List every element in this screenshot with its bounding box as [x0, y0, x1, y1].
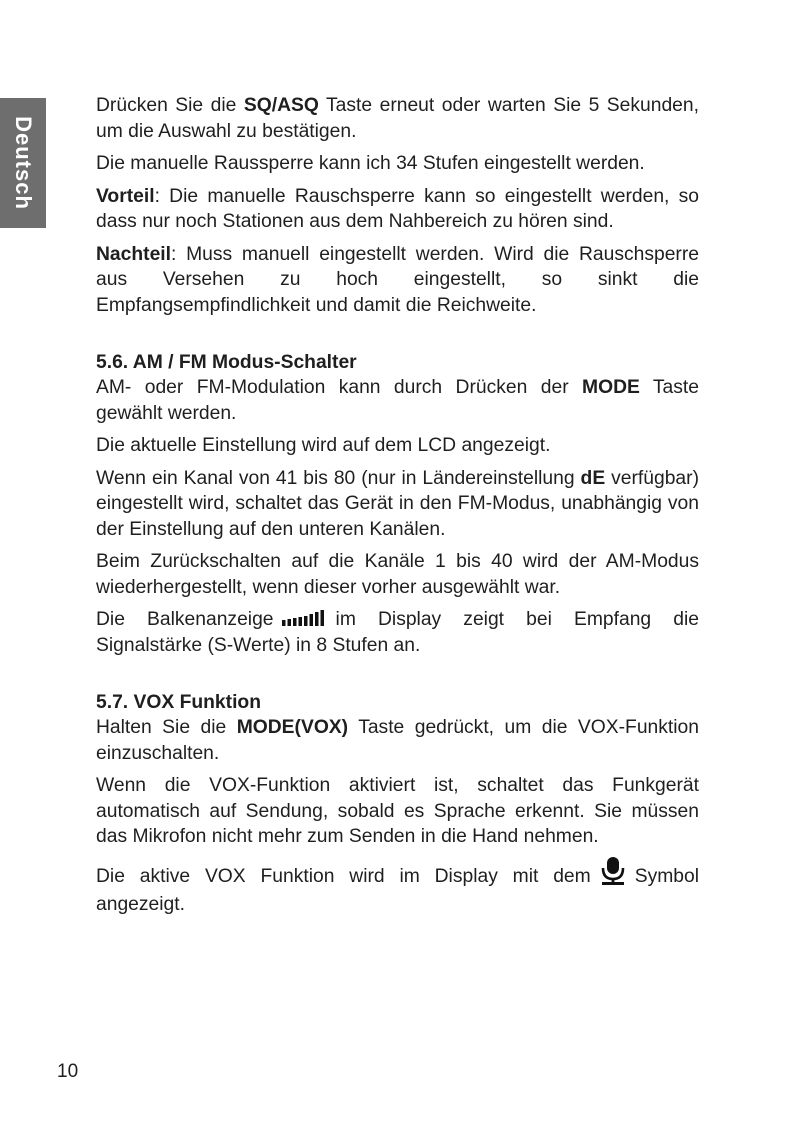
microphone-icon — [599, 856, 627, 886]
sq-asq-key: SQ/ASQ — [243, 95, 319, 116]
mode-vox-key: MODE(VOX) — [236, 717, 349, 738]
paragraph-advantage: Vorteil: Die manuelle Rauschsperre kann so eingestellt werden, so dass nur noch Stationen aus dem Nahbereich zu hören sind. — [96, 185, 699, 232]
paragraph-mode-key: AM- oder FM-Modulation kann durch Drücken der MODE Taste gewählt werden. — [96, 377, 699, 424]
language-tab-label: Deutsch — [11, 116, 37, 210]
paragraph-manual-squelch: Die manuelle Raussperre kann ich 34 Stufen eingestellt werden. — [96, 153, 645, 174]
signal-bars-icon — [282, 610, 328, 626]
section-heading-vox: 5.7. VOX Funktion — [96, 692, 261, 713]
advantage-label: Vorteil — [96, 185, 155, 207]
disadvantage-label: Nachteil — [96, 243, 172, 265]
language-tab — [0, 98, 46, 228]
paragraph-vox-key: Halten Sie die MODE(VOX) Taste gedrückt, um die VOX-Funktion einzuschalten. — [96, 717, 699, 764]
section-heading-am-fm: 5.6. AM / FM Modus-Schalter — [96, 352, 357, 373]
paragraph-sq-asq: Drücken Sie die SQ/ASQ Taste erneut oder warten Sie 5 Sekunden, um die Auswahl zu bestätigen. — [96, 95, 699, 142]
mode-key: MODE — [582, 377, 640, 398]
page-content — [96, 93, 699, 924]
paragraph-vox-active: Wenn die VOX-Funktion aktiviert ist, schaltet das Funkgerät automatisch auf Sendung, sobald es Sprache erkennt. Sie müssen das Mikrofon nicht mehr zum Senden in die Hand nehmen. — [96, 775, 699, 847]
country-setting-de: dE — [580, 467, 606, 489]
paragraph-lcd: Die aktuelle Einstellung wird auf dem LCD angezeigt. — [96, 435, 551, 456]
paragraph-disadvantage: Nachteil: Muss manuell eingestellt werden. Wird die Rauschsperre aus Versehen zu hoch eingestellt, so sinkt die Empfangsempfindlichkeit und damit die Reichweite. — [96, 243, 699, 316]
paragraph-signal-bars: Die Balkenanzeige im Display zeigt bei Empfang die Signalstärke (S-Werte) in 8 Stufen an. — [96, 609, 699, 656]
paragraph-am-restore: Beim Zurückschalten auf die Kanäle 1 bis 40 wird der AM-Modus wiederhergestellt, wenn dieser vorher ausgewählt war. — [96, 551, 699, 598]
paragraph-channels-41-80: Wenn ein Kanal von 41 bis 80 (nur in Ländereinstellung dE verfügbar) eingestellt wird, schaltet das Gerät in den FM-Modus, unabhängig von der Einstellung auf den unteren Kanälen. — [96, 467, 699, 540]
paragraph-vox-symbol: Die aktive VOX Funktion wird im Display mit dem Symbol angezeigt. — [96, 862, 699, 918]
page-number: 10 — [57, 1061, 79, 1082]
